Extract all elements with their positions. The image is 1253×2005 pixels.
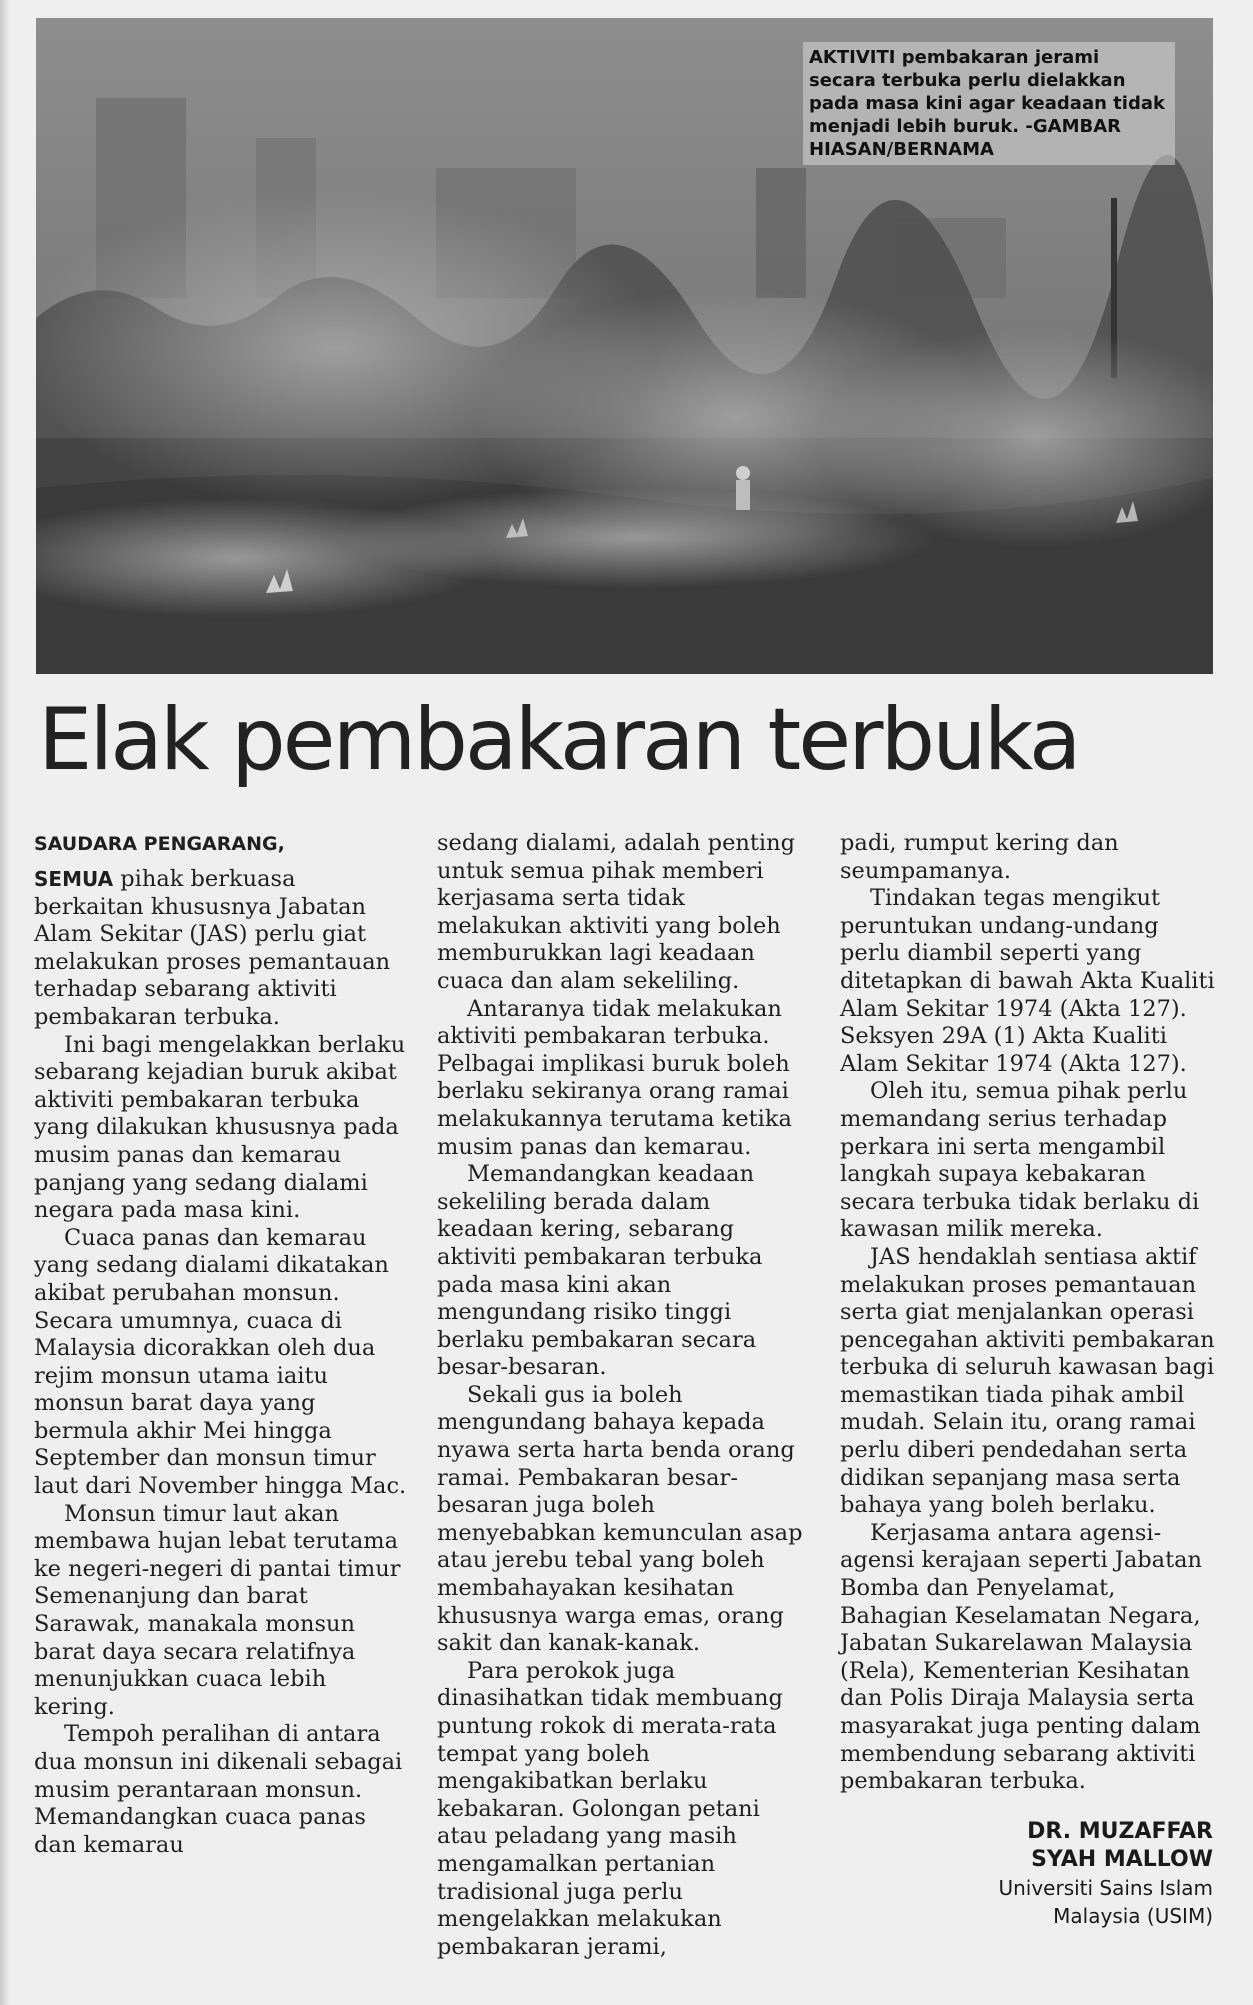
author-affiliation-line-1: Universiti Sains Islam bbox=[998, 1876, 1213, 1900]
paragraph: Cuaca panas dan kemarau yang sedang dialami dikatakan akibat perubahan monsun. Secara umumnya, cuaca di Malaysia dicorakkan oleh dua rejim monsun utama iaitu monsun barat daya yang bermula akhir Mei hingga September dan monsun timur laut dari November hingga Mac. bbox=[34, 1224, 407, 1500]
paragraph: Sekali gus ia boleh mengundang bahaya kepada nyawa serta harta benda orang ramai. Pembakaran besar-besaran juga boleh menyebabkan kemunculan asap atau jerebu tebal yang boleh membahayakan kesihatan khususnya warga emas, orang sakit dan kanak-kanak. bbox=[437, 1381, 803, 1657]
author-signature bbox=[813, 1818, 1213, 1930]
paragraph: sedang dialami, adalah penting untuk semua pihak memberi kerjasama serta tidak melakukan aktiviti yang boleh memburukkan lagi keadaan cuaca dan alam sekeliling. bbox=[437, 830, 796, 994]
author-affiliation-line-2: Malaysia (USIM) bbox=[1053, 1904, 1213, 1928]
page-edge-shadow bbox=[0, 0, 10, 2005]
paragraph: Para perokok juga dinasihatkan tidak membuang puntung rokok di merata-rata tempat yang boleh mengakibatkan berlaku kebakaran. Golongan petani atau peladang yang masih mengamalkan pertanian tradisional juga perlu mengelakkan melakukan pembakaran jerami, bbox=[437, 1657, 783, 1960]
lead-word: SEMUA bbox=[34, 867, 114, 891]
paragraph bbox=[34, 866, 409, 1032]
caption-text: pembakaran jerami secara terbuka perlu dielakkan pada masa kini agar keadaan tidak menjadi lebih buruk. -GAMBAR HIASAN/BERNAMA bbox=[809, 47, 1165, 160]
article-headline: Elak pembakaran terbuka bbox=[38, 690, 1079, 790]
caption-lead-word: AKTIVITI bbox=[809, 47, 896, 68]
article-column-1 bbox=[34, 830, 409, 1859]
paragraph-text: pihak berkuasa berkaitan khususnya Jabatan Alam Sekitar (JAS) perlu giat melakukan proses pemantauan terhadap sebarang aktiviti pembakaran terbuka. bbox=[34, 866, 391, 1030]
paragraph: Kerjasama antara agensi-agensi kerajaan seperti Jabatan Bomba dan Penyelamat, Bahagian Keselamatan Negara, Jabatan Sukarelawan Malaysia (Rela), Kementerian Kesihatan dan Polis Diraja Malaysia serta masyarakat juga penting dalam membendung sebarang aktiviti pembakaran terbuka. bbox=[840, 1519, 1203, 1795]
salutation: SAUDARA PENGARANG, bbox=[34, 833, 285, 855]
paragraph: Antaranya tidak melakukan aktiviti pembakaran terbuka. Pelbagai implikasi buruk boleh berlaku sekiranya orang ramai melakukannya terutama ketika musim panas dan kemarau. bbox=[437, 995, 792, 1160]
article-column-2 bbox=[437, 830, 812, 1961]
paragraph: Memandangkan keadaan sekeliling berada dalam keadaan kering, sebarang aktiviti pembakaran terbuka pada masa kini akan mengundang risiko tinggi berlaku pembakaran secara besar-besaran. bbox=[437, 1161, 763, 1381]
author-name-line-1: DR. MUZAFFAR bbox=[1027, 1819, 1213, 1844]
paragraph: Oleh itu, semua pihak perlu memandang serius terhadap perkara ini serta mengambil langkah supaya kebakaran secara terbuka tidak berlaku di kawasan milik mereka. bbox=[840, 1078, 1200, 1243]
paragraph: Tempoh peralihan di antara dua monsun ini dikenali sebagai musim perantaraan monsun. Memandangkan cuaca panas dan kemarau bbox=[34, 1721, 403, 1858]
paragraph: Monsun timur laut akan membawa hujan lebat terutama ke negeri-negeri di pantai timur Semenanjung dan barat Sarawak, manakala monsun barat daya secara relatifnya menunjukkan cuaca lebih kering. bbox=[34, 1500, 401, 1720]
paragraph: JAS hendaklah sentiasa aktif melakukan proses pemantauan serta giat menjalankan operasi pencegahan aktiviti pembakaran terbuka di seluruh kawasan bagi memastikan tiada pihak ambil mudah. Selain itu, orang ramai perlu diberi pendedahan serta didikan sepanjang masa serta bahaya yang boleh berlaku. bbox=[840, 1243, 1215, 1519]
author-name-line-2: SYAH MALLOW bbox=[1031, 1847, 1213, 1872]
article-body bbox=[34, 830, 1219, 1960]
photo-caption bbox=[803, 42, 1175, 165]
paragraph: Ini bagi mengelakkan berlaku sebarang kejadian buruk akibat aktiviti pembakaran terbuka yang dilakukan khususnya pada musim panas dan kemarau panjang yang sedang dialami negara pada masa kini. bbox=[34, 1031, 406, 1224]
paragraph: Tindakan tegas mengikut peruntukan undang-undang perlu diambil seperti yang ditetapkan di bawah Akta Kualiti Alam Sekitar 1974 (Akta 127). Seksyen 29A (1) Akta Kualiti Alam Sekitar 1974 (Akta 127). bbox=[840, 885, 1215, 1077]
article-column-3 bbox=[840, 830, 1215, 1796]
article-photo bbox=[36, 18, 1213, 674]
paragraph: padi, rumput kering dan seumpamanya. bbox=[840, 830, 1119, 884]
